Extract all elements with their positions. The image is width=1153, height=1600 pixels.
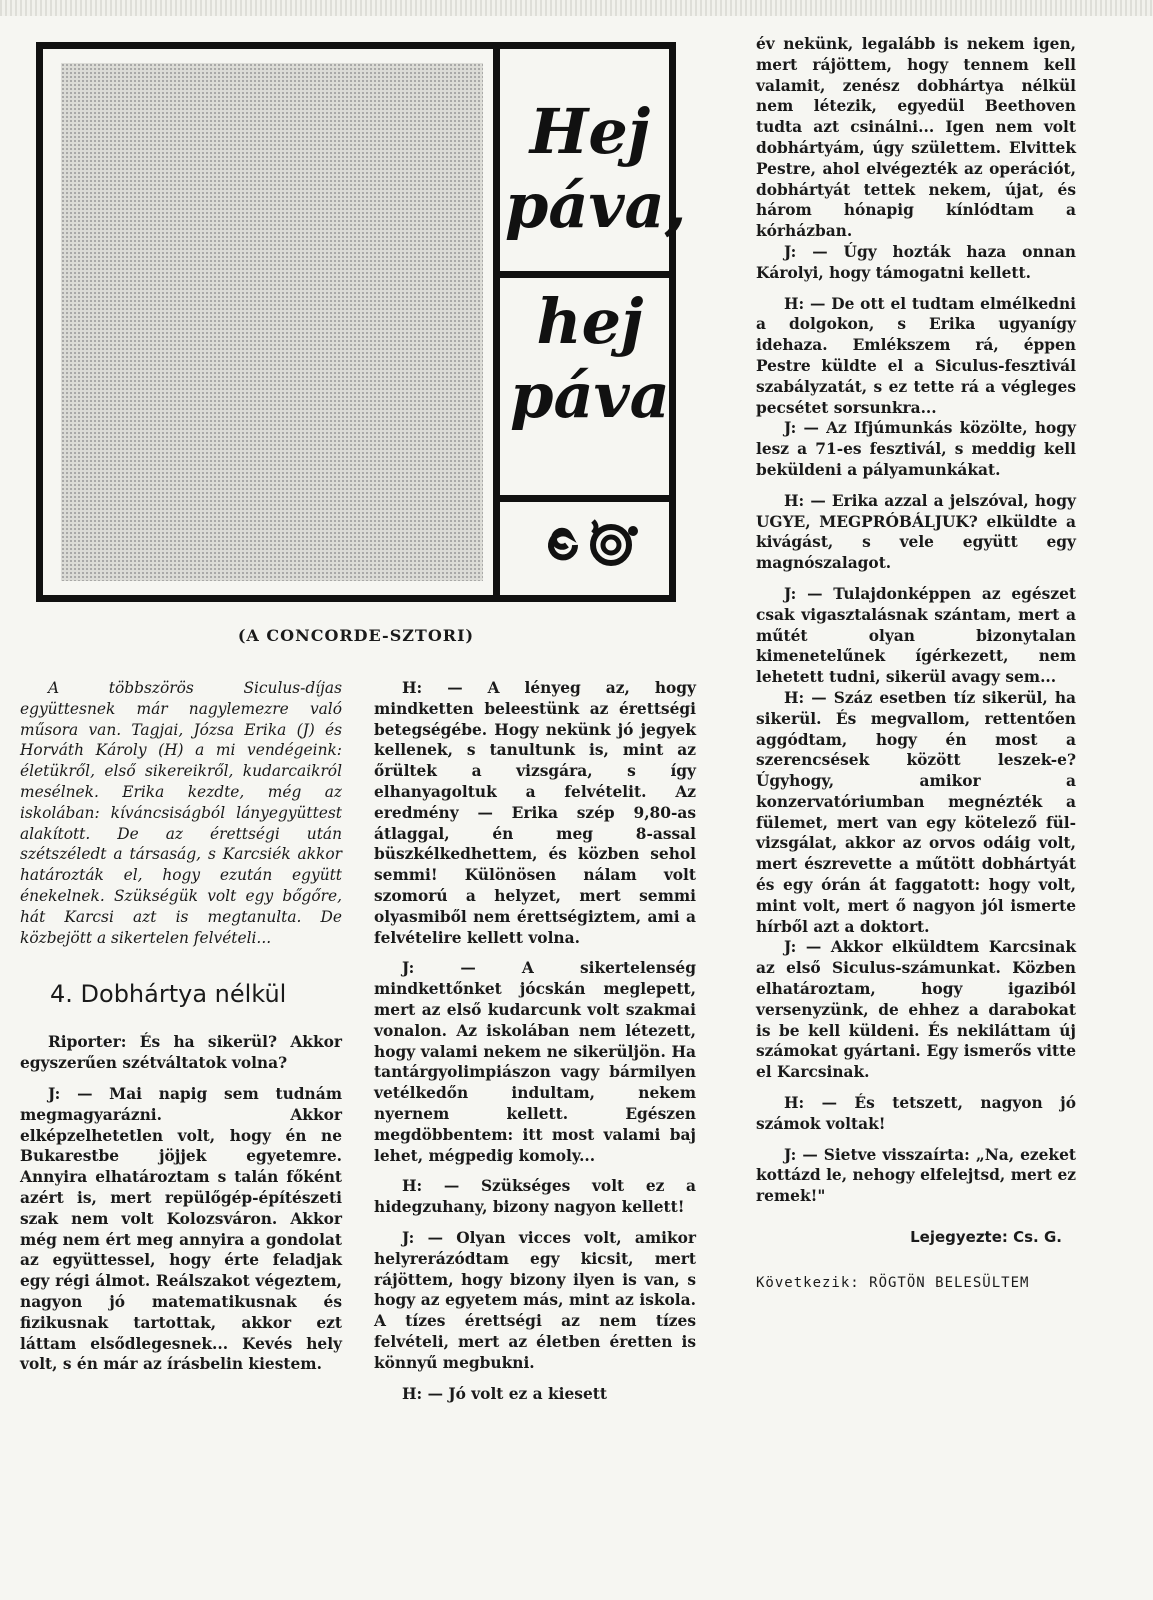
- paragraph: H: — De ott el tudtam elmélkedni a dolgokon, s Erika ugyanígy idehaza. Emlékszem rá, éppen Pestre küldte el a Siculus-fesztivál szabályzatát, s ez tette rá a végleges pecsétet sorsunkra...: [756, 294, 1076, 417]
- paragraph: J: — Mai napig sem tudnám megmagyarázni. Akkor elképzelhetetlen volt, hogy én ne Bukarestbe jöjjek egyetemre. Annyira elhatároztam s talán főként azért is, mert repülőgép-építészeti szak nem volt Kolozsváron. Akkor még nem ért meg annyira a gondolat az együttessel, hogy érte feladjak egy régi álmot. Reálszakot végeztem, nagyon jó matematikusnak és fizikusnak tartottak, akkor ezt láttam elsődlegesnek... Kevés hely volt, s én már az írásbelin kiestem.: [20, 1084, 342, 1374]
- paragraph: H: — A lényeg az, hogy mindketten beleestünk az érettségi betegségébe. Hogy nekünk jó jegyek kellenek, s tanultunk is, mint az őrültek a vizsgára, s így elhanyagoltuk a felvételit. Az eredmény — Erika szép 9,80-as átlaggal, én meg 8-assal büszkélkedhettem, és közben sehol semmi! Különösen nálam volt szomorú a helyzet, mert semmi olyasmiből nem érettségiztem, ami a felvételire kellett volna.: [374, 679, 696, 947]
- paragraph: H: — Száz esetben tíz sikerül, ha sikerül. És megvallom, rettentően aggódtam, hogy én most a szerencsések között leszek-e? Úgyhogy, amikor a konzervatóriumban megnézték a fülemet, mert van egy kötelező fül-vizsgálat, akkor az orvos odáig volt, mert észrevette a műtött dobhártyát és egy órán át faggatott: hogy volt, mint volt, mert ő nagyon jól ismerte hírből azt a doktort.: [756, 688, 1076, 936]
- header-box: [36, 42, 687, 602]
- subtitle: (A CONCORDE-SZTORI): [237, 626, 475, 645]
- paragraph: H: — Szükséges volt ez a hidegzuhany, bizony nagyon kellett!: [374, 1177, 696, 1217]
- header-divider: [500, 271, 676, 278]
- paragraph: J: — Akkor elküldtem Karcsinak az első Siculus-számunkat. Közben elhatároztam, hogy igaziból versenyzünk, de ehhez a darabokat is be kell küldeni. És nekiláttam új számokat gyártani. Egy ismerős vitte el Karcsinak.: [756, 938, 1076, 1082]
- column-3: [756, 34, 1076, 1292]
- faded-photo: [61, 63, 483, 581]
- title-line-2: hej páva: [510, 285, 670, 432]
- paragraph: év nekünk, legalább is nekem igen, mert rájöttem, hogy tennem kell valamit, zenész dobhártya nélkül nem létezik, egyedül Beethoven tudta azt csinálni... Igen nem volt dobhártyám, úgy születtem. Elvittek Pestre, ahol elvégezték az operációt, dobhártyát tettek nekem, újat, és három hónapig kínlódtam a kórházban.: [756, 35, 1076, 241]
- column-2: [374, 678, 696, 1404]
- paragraph: H: — És tetszett, nagyon jó számok voltak!: [756, 1094, 1076, 1133]
- paragraph: J: — Olyan vicces volt, amikor helyrerázódtam egy kicsit, mert rájöttem, hogy bizony ilyen is van, s hogy az egyetem más, mint az iskola. A tízes érettségi az nem tízes felvételi, mert az életben éretten is könnyű megbukni.: [374, 1228, 696, 1372]
- paragraph: J: — Sietve visszaírta: „Na, ezeket kottázd le, nehogy elfelejtsd, mert ez remek!": [756, 1145, 1076, 1206]
- paragraph: J: — Úgy hozták haza onnan Károlyi, hogy támogatni kellett.: [756, 242, 1076, 282]
- paragraph: H: — Jó volt ez a kiesett: [402, 1384, 607, 1403]
- paragraph: J: — A sikertelenség mindkettőnket jócskán meglepett, mert az első kudarcunk volt szakmai vonalon. Az iskolában nem létezett, hogy valami nekem ne sikerüljön. Ha tantárgyolimpiászon vagy bármilyen vetélkedőn indultam, nekem nyernem kellett. Egészen megdöbbentem: itt most valami baj lehet, mégpedig komoly...: [374, 959, 696, 1165]
- paragraph: Riporter: És ha sikerül? Akkor egyszerűen szétváltatok volna?: [20, 1033, 342, 1073]
- top-print-strip: [0, 0, 1153, 16]
- section-heading: 4. Dobhártya nélkül: [50, 980, 287, 1009]
- header-divider: [493, 49, 500, 595]
- intro: [20, 678, 342, 948]
- intro-paragraph: A többszörös Siculus-díjas együttesnek már nagylemezre való műsora van. Tagjai, Józsa Erika (J) és Horváth Károly (H) a mi vendégeink: életükről, első sikereikről, kudarcaikról mesélnek. Erika kezdte, még az iskolában: kíváncsiságból lányegyüttest alakított. De az érettségi után szétszéledt a társaság, s Karcsiék akkor határozták el, hogy ezután együtt énekelnek. Szükségük volt egy bőgőre, hát Karcsi azt is megtanulta. De közbejött a sikertelen felvételi...: [20, 679, 342, 947]
- column-1: [20, 678, 342, 1375]
- paragraph: J: — Az Ifjúmunkás közölte, hogy lesz a 71-es fesztivál, s meddig kell beküldeni a pályamunkákat.: [756, 419, 1076, 479]
- paragraph: H: — Erika azzal a jelszóval, hogy UGYE, MEGPRÓBÁLJUK? elküldte a kivágást, s vele együtt egy magnószalagot.: [756, 491, 1076, 573]
- paragraph: J: — Tulajdonképpen az egészet csak vigasztalásnak szántam, mert a műtét olyan bizonytalan kimenetelűnek ígérkezett, nem lehetett tudni, sikerül avagy sem...: [756, 584, 1076, 687]
- signature: Lejegyezte: Cs. G.: [910, 1228, 1062, 1247]
- header-divider: [500, 495, 676, 502]
- next-episode: Következik: RÖGTÖN BELESÜLTEM: [756, 1274, 1030, 1291]
- title-line-1: Hej páva,: [505, 95, 687, 242]
- swirl-ornament-icon: [545, 511, 641, 579]
